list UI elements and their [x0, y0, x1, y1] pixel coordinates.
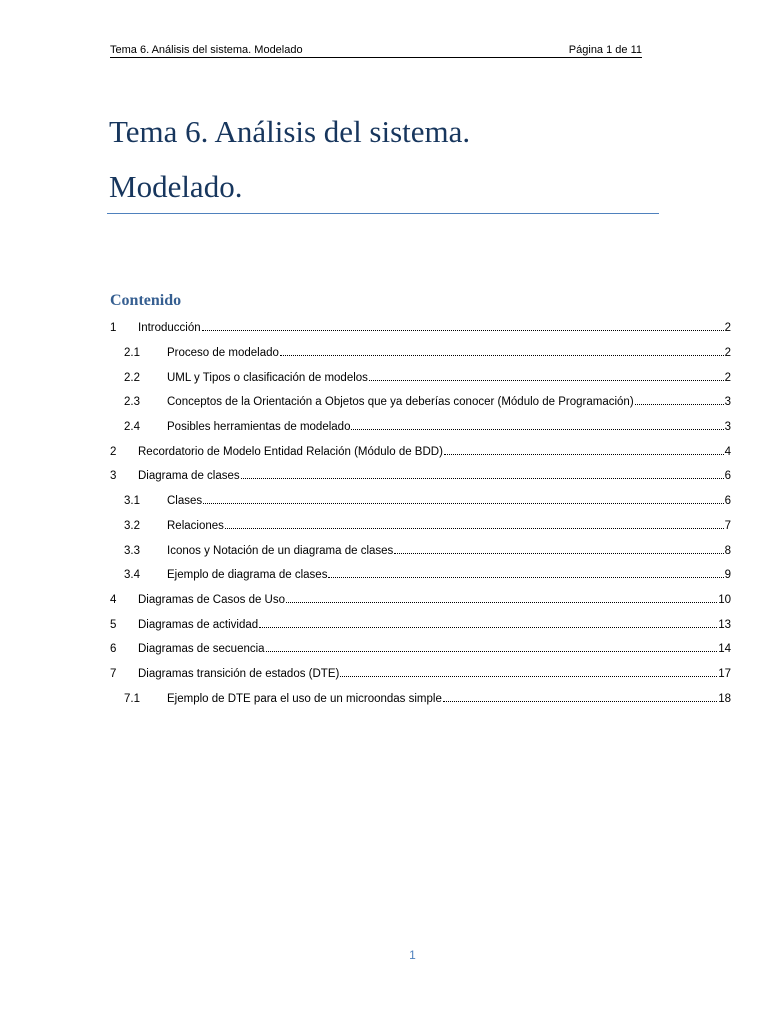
table-of-contents: [110, 316, 731, 711]
toc-leader-dots: [266, 651, 718, 652]
toc-entry-label[interactable]: Conceptos de la Orientación a Objetos que ya deberías conocer (Módulo de Programación): [167, 396, 634, 409]
toc-entry[interactable]: [110, 316, 731, 341]
document-title: [109, 104, 669, 214]
toc-entry[interactable]: [110, 686, 731, 711]
header-document-title: Tema 6. Análisis del sistema. Modelado: [110, 44, 303, 56]
toc-entry-number: 2: [110, 445, 117, 458]
title-divider: [107, 213, 659, 214]
toc-heading: Contenido: [110, 292, 182, 309]
toc-entry-number: 6: [110, 643, 117, 656]
toc-entry-label[interactable]: UML y Tipos o clasificación de modelos: [167, 371, 368, 384]
toc-entry[interactable]: [110, 415, 731, 440]
toc-entry-page[interactable]: 2: [724, 371, 731, 384]
toc-entry-label[interactable]: Introducción: [138, 322, 201, 335]
toc-entry-number: 3.2: [124, 519, 140, 532]
toc-entry[interactable]: [110, 588, 731, 613]
toc-entry-label[interactable]: Recordatorio de Modelo Entidad Relación (Módulo de BDD): [138, 445, 443, 458]
toc-entry-label[interactable]: Posibles herramientas de modelado: [167, 421, 351, 434]
toc-entry-page[interactable]: 8: [724, 544, 731, 557]
toc-leader-dots: [443, 701, 717, 702]
toc-leader-dots: [351, 429, 723, 430]
toc-entry[interactable]: [110, 538, 731, 563]
page-number: 1: [409, 948, 416, 962]
toc-entry-page[interactable]: 6: [724, 495, 731, 508]
toc-leader-dots: [259, 627, 717, 628]
toc-entry-label[interactable]: Ejemplo de diagrama de clases: [167, 569, 328, 582]
toc-entry-number: 5: [110, 618, 117, 631]
toc-entry-number: 3.3: [124, 544, 140, 557]
toc-entry[interactable]: [110, 662, 731, 687]
toc-entry[interactable]: [110, 637, 731, 662]
toc-entry-label[interactable]: Proceso de modelado: [167, 347, 279, 360]
toc-entry-page[interactable]: 17: [718, 667, 731, 680]
toc-leader-dots: [369, 380, 724, 381]
toc-entry-label[interactable]: Diagramas de Casos de Uso: [138, 593, 286, 606]
toc-entry-number: 2.3: [124, 396, 140, 409]
toc-entry-page[interactable]: 2: [724, 347, 731, 360]
toc-entry-page[interactable]: 18: [718, 692, 731, 705]
toc-entry-number: 3.1: [124, 495, 140, 508]
toc-leader-dots: [202, 330, 724, 331]
toc-leader-dots: [328, 577, 723, 578]
toc-entry-number: 4: [110, 593, 117, 606]
toc-entry-number: 2.4: [124, 421, 140, 434]
toc-entry-number: 3.4: [124, 569, 140, 582]
toc-entry-number: 3: [110, 470, 117, 483]
toc-leader-dots: [203, 503, 723, 504]
toc-entry-number: 7: [110, 667, 117, 680]
toc-entry[interactable]: [110, 464, 731, 489]
page-header: [110, 44, 642, 58]
toc-entry[interactable]: [110, 563, 731, 588]
toc-entry-number: 2.1: [124, 347, 140, 360]
toc-leader-dots: [225, 528, 724, 529]
toc-entry[interactable]: [110, 341, 731, 366]
toc-entry-page[interactable]: 2: [724, 322, 731, 335]
toc-entry[interactable]: [110, 612, 731, 637]
toc-entry-label[interactable]: Diagramas de actividad: [138, 618, 259, 631]
toc-entry[interactable]: [110, 365, 731, 390]
toc-entry-page[interactable]: 3: [724, 396, 731, 409]
toc-entry-number: 2.2: [124, 371, 140, 384]
toc-leader-dots: [394, 553, 723, 554]
toc-entry-number: 7.1: [124, 692, 140, 705]
toc-entry-label[interactable]: Clases: [167, 495, 203, 508]
toc-entry-label[interactable]: Ejemplo de DTE para el uso de un microondas simple: [167, 692, 442, 705]
toc-entry[interactable]: [110, 439, 731, 464]
toc-entry-label[interactable]: Diagramas transición de estados (DTE): [138, 667, 340, 680]
toc-entry-number: 1: [110, 322, 117, 335]
toc-entry-page[interactable]: 4: [724, 445, 731, 458]
toc-entry[interactable]: [110, 489, 731, 514]
toc-leader-dots: [444, 454, 724, 455]
toc-entry-page[interactable]: 13: [718, 618, 731, 631]
toc-entry-page[interactable]: 14: [718, 643, 731, 656]
toc-entry-page[interactable]: 9: [724, 569, 731, 582]
document-title-line-1: Tema 6. Análisis del sistema.: [109, 114, 471, 149]
toc-leader-dots: [340, 676, 717, 677]
toc-entry-page[interactable]: 3: [724, 421, 731, 434]
header-page-indicator: Página 1 de 11: [568, 44, 642, 56]
toc-leader-dots: [286, 602, 717, 603]
toc-entry-label[interactable]: Diagrama de clases: [138, 470, 240, 483]
toc-entry[interactable]: [110, 390, 731, 415]
document-title-line-2: Modelado.: [109, 169, 243, 204]
toc-entry[interactable]: [110, 514, 731, 539]
toc-entry-page[interactable]: 7: [724, 519, 731, 532]
toc-leader-dots: [635, 404, 724, 405]
toc-entry-label[interactable]: Relaciones: [167, 519, 224, 532]
toc-leader-dots: [241, 478, 724, 479]
toc-entry-label[interactable]: Iconos y Notación de un diagrama de clases: [167, 544, 394, 557]
toc-entry-page[interactable]: 6: [724, 470, 731, 483]
toc-entry-page[interactable]: 10: [718, 593, 731, 606]
toc-leader-dots: [280, 355, 724, 356]
toc-entry-label[interactable]: Diagramas de secuencia: [138, 643, 265, 656]
